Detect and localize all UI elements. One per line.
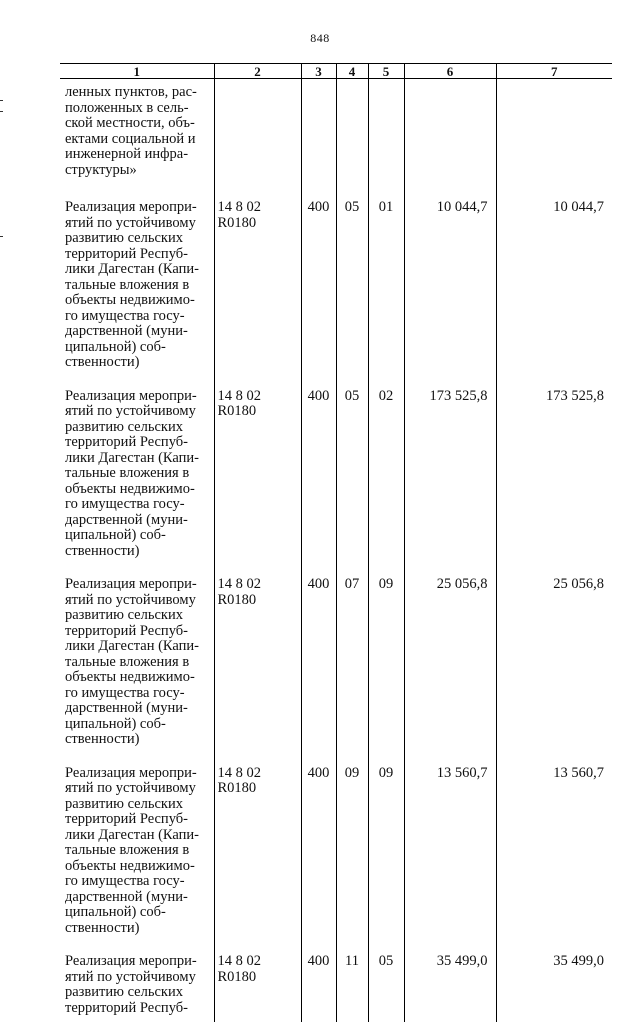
amount-col6 xyxy=(404,79,496,189)
amount-col6: 25 056,8 xyxy=(404,565,496,754)
subsection-code: 09 xyxy=(368,565,404,754)
amount-col6: 10 044,7 xyxy=(404,188,496,377)
page-number: 848 xyxy=(310,31,330,45)
item-name: ленных пунктов, рас- положенных в сель- ской местности, объ- ектами социальной и инженерной инфра- структуры» xyxy=(65,84,197,178)
amount-col7: 173 525,8 xyxy=(496,377,612,566)
expense-type-code: 400 xyxy=(301,942,336,1022)
subsection-code: 05 xyxy=(368,942,404,1022)
amount-col6: 173 525,8 xyxy=(404,377,496,566)
expense-type-code: 400 xyxy=(301,377,336,566)
expense-type-code: 400 xyxy=(301,754,336,943)
amount-col7: 35 499,0 xyxy=(496,942,612,1022)
table-row xyxy=(60,565,612,754)
expense-type-code: 400 xyxy=(301,565,336,754)
amount-col7: 25 056,8 xyxy=(496,565,612,754)
amount-col7 xyxy=(496,79,612,189)
target-article-code: 14 8 02 R0180 xyxy=(214,565,301,754)
item-name: Реализация меропри- ятий по устойчивому развитию сельских территорий Респуб- xyxy=(65,953,197,1016)
section-code: 09 xyxy=(336,754,368,943)
amount-col7: 10 044,7 xyxy=(496,188,612,377)
item-name: Реализация меропри- ятий по устойчивому развитию сельских территорий Респуб- лики Дагестан (Капи- тальные вложения в объекты недвижимо- го имущества госу- дарственной (муни- ципальной) соб- ственности) xyxy=(65,764,199,936)
table-row xyxy=(60,188,612,377)
expense-type-code: 400 xyxy=(301,188,336,377)
target-article-code: 14 8 02 R0180 xyxy=(214,754,301,943)
item-name: Реализация меропри- ятий по устойчивому развитию сельских территорий Респуб- лики Дагестан (Капи- тальные вложения в объекты недвижимо- го имущества госу- дарственной (муни- ципальной) соб- ственности) xyxy=(65,576,199,747)
target-article-code: 14 8 02 R0180 xyxy=(214,377,301,566)
column-header: 5 xyxy=(368,64,404,79)
table-row xyxy=(60,942,612,1022)
section-code xyxy=(336,79,368,189)
amount-col6: 13 560,7 xyxy=(404,754,496,943)
header-row xyxy=(60,64,612,79)
scan-edge-mark xyxy=(0,111,3,112)
target-article-code: 14 8 02 R0180 xyxy=(214,942,301,1022)
amount-col7: 13 560,7 xyxy=(496,754,612,943)
column-header: 7 xyxy=(496,64,612,79)
column-header: 4 xyxy=(336,64,368,79)
section-code: 11 xyxy=(336,942,368,1022)
column-header: 3 xyxy=(301,64,336,79)
section-code: 07 xyxy=(336,565,368,754)
scan-edge-mark xyxy=(0,100,3,101)
section-code: 05 xyxy=(336,188,368,377)
subsection-code: 09 xyxy=(368,754,404,943)
table-row xyxy=(60,79,612,189)
target-article-code: 14 8 02 R0180 xyxy=(214,188,301,377)
item-name: Реализация меропри- ятий по устойчивому развитию сельских территорий Респуб- лики Дагестан (Капи- тальные вложения в объекты недвижимо- го имущества госу- дарственной (муни- ципальной) соб- ственности) xyxy=(65,387,199,559)
budget-table-container xyxy=(60,63,612,1022)
column-header: 6 xyxy=(404,64,496,79)
table-row xyxy=(60,754,612,943)
subsection-code: 01 xyxy=(368,188,404,377)
table-row xyxy=(60,377,612,566)
expense-type-code xyxy=(301,79,336,189)
column-header: 1 xyxy=(60,64,214,79)
section-code: 05 xyxy=(336,377,368,566)
scan-edge-mark xyxy=(0,236,3,237)
subsection-code: 02 xyxy=(368,377,404,566)
subsection-code xyxy=(368,79,404,189)
target-article-code xyxy=(214,79,301,189)
amount-col6: 35 499,0 xyxy=(404,942,496,1022)
column-header: 2 xyxy=(214,64,301,79)
item-name: Реализация меропри- ятий по устойчивому развитию сельских территорий Респуб- лики Дагестан (Капи- тальные вложения в объекты недвижимо- го имущества госу- дарственной (муни- ципальной) соб- ственности) xyxy=(65,199,199,370)
budget-table xyxy=(60,63,612,1022)
